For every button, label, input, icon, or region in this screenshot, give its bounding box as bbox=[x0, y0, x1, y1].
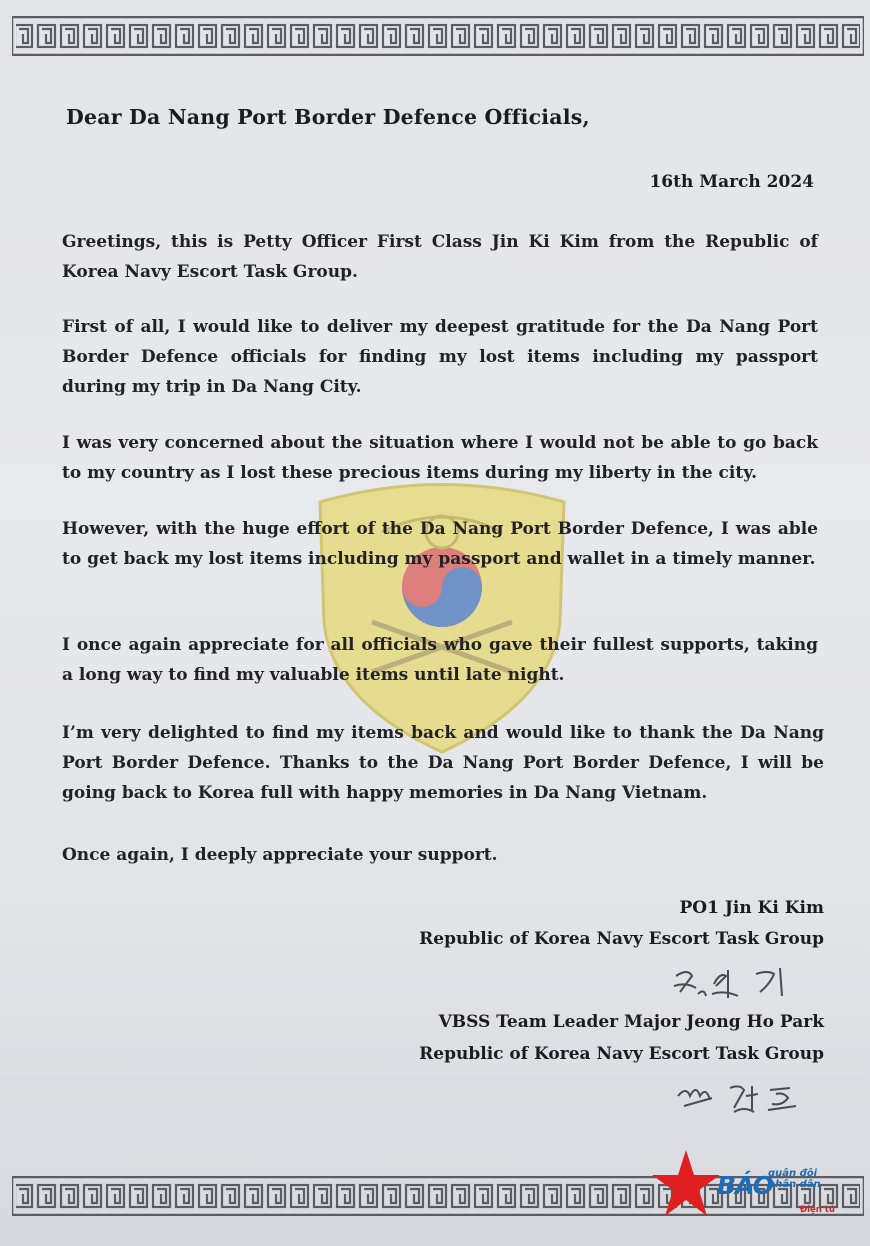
handwritten-signature-2 bbox=[672, 1076, 802, 1116]
signatory-unit: Republic of Korea Navy Escort Task Group bbox=[419, 1044, 824, 1064]
logo-subline: quân đội nhân dân bbox=[768, 1168, 821, 1190]
logo-tagline: Điện tử bbox=[800, 1205, 835, 1215]
logo-name: BÁO bbox=[717, 1171, 773, 1200]
letter-date: 16th March 2024 bbox=[649, 172, 814, 192]
signatory-name: PO1 Jin Ki Kim bbox=[679, 898, 824, 918]
salutation: Dear Da Nang Port Border Defence Officials, bbox=[66, 105, 590, 129]
newspaper-logo bbox=[650, 1148, 855, 1220]
decorative-border-top bbox=[12, 16, 864, 56]
letter-paragraph: First of all, I would like to deliver my deepest gratitude for the Da Nang Port Border Defence officials for finding my lost items including my passport during my trip in Da Nang City. bbox=[62, 317, 818, 397]
letter-paragraph: Greetings, this is Petty Officer First Class Jin Ki Kim from the Republic of Korea Navy Escort Task Group. bbox=[62, 232, 818, 282]
letter-paragraph: I’m very delighted to find my items back and would like to thank the Da Nang Port Border Defence. Thanks to the Da Nang Port Border Defence, I will be going back to Korea full with happy memories in Da Nang Vietnam. bbox=[62, 723, 824, 803]
handwritten-signature-1 bbox=[668, 962, 798, 1002]
signatory-name: VBSS Team Leader Major Jeong Ho Park bbox=[438, 1012, 824, 1032]
letter-paragraph: However, with the huge effort of the Da Nang Port Border Defence, I was able to get back my lost items including my passport and wallet in a timely manner. bbox=[62, 519, 818, 569]
letter-paragraph: I was very concerned about the situation where I would not be able to go back to my country as I lost these precious items during my liberty in the city. bbox=[62, 433, 818, 483]
red-star-icon bbox=[650, 1148, 722, 1220]
letter-paragraph: I once again appreciate for all officials who gave their fullest supports, taking a long way to find my valuable items until late night. bbox=[62, 635, 818, 685]
letter-paragraph: Once again, I deeply appreciate your support. bbox=[62, 845, 498, 865]
signatory-unit: Republic of Korea Navy Escort Task Group bbox=[419, 929, 824, 949]
